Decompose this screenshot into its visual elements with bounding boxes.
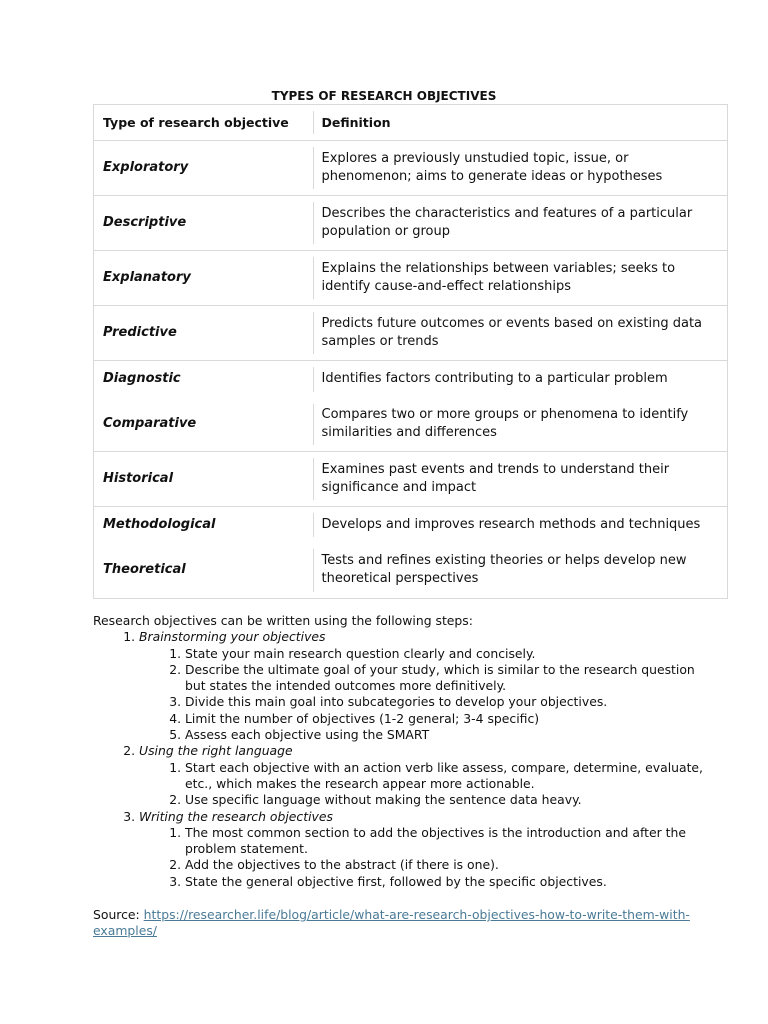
- list-item: 2. Describe the ultimate goal of your study, which is similar to the research question but states the intended outcomes more definitively.: [185, 662, 713, 695]
- objective-type: Descriptive: [94, 196, 313, 251]
- header-type: Type of research objective: [94, 105, 313, 141]
- table-row: [94, 543, 728, 599]
- list-item: 1. The most common section to add the objectives is the introduction and after the problem statement.: [185, 825, 713, 858]
- list-item: 3. Divide this main goal into subcategories to develop your objectives.: [185, 694, 713, 710]
- list-item: 2. Add the objectives to the abstract (if there is one).: [185, 857, 713, 873]
- objective-definition: Compares two or more groups or phenomena to identify similarities and differences: [313, 398, 728, 452]
- list-item: [139, 743, 713, 808]
- objective-definition: Examines past events and trends to understand their significance and impact: [313, 452, 728, 507]
- list-item: 2. Use specific language without making the sentence data heavy.: [185, 792, 713, 808]
- page-title: TYPES OF RESEARCH OBJECTIVES: [271, 89, 497, 103]
- source-label: Source:: [93, 907, 144, 922]
- list-item: 1. Start each objective with an action verb like assess, compare, determine, evaluate, etc., which makes the research appear more actionable.: [185, 760, 713, 793]
- objective-type: Predictive: [94, 306, 313, 361]
- list-item: [139, 809, 713, 890]
- objective-type: Exploratory: [94, 141, 313, 196]
- list-item: 1. State your main research question clearly and concisely.: [185, 646, 713, 662]
- table-row: [94, 507, 728, 543]
- table-header-row: [94, 105, 728, 141]
- objective-definition: Identifies factors contributing to a particular problem: [313, 361, 728, 398]
- substeps-list: [139, 646, 713, 744]
- research-objectives-table: [93, 104, 728, 599]
- table-row: [94, 361, 728, 398]
- objective-type: Comparative: [94, 398, 313, 452]
- list-item: [139, 629, 713, 743]
- objective-definition: Develops and improves research methods and techniques: [313, 507, 728, 543]
- step-title: Using the right language: [139, 743, 293, 759]
- objective-definition: Tests and refines existing theories or helps develop new theoretical perspectives: [313, 543, 728, 599]
- header-definition: Definition: [313, 105, 728, 141]
- table-row: [94, 196, 728, 251]
- substeps-list: [139, 825, 713, 890]
- list-item: 3. State the general objective first, followed by the specific objectives.: [185, 874, 713, 890]
- substeps-list: [139, 760, 713, 809]
- source-link[interactable]: https://researcher.life/blog/article/what-are-research-objectives-how-to-write-them-with-examples/: [93, 907, 690, 939]
- source-citation: [93, 907, 693, 940]
- table-row: [94, 398, 728, 452]
- table-row: [94, 141, 728, 196]
- steps-intro: Research objectives can be written using the following steps:: [93, 613, 473, 628]
- step-title: Writing the research objectives: [139, 808, 333, 824]
- objective-definition: Explains the relationships between variables; seeks to identify cause-and-effect relationships: [313, 251, 728, 306]
- steps-list: [93, 629, 713, 890]
- objective-type: Historical: [94, 452, 313, 507]
- table-row: [94, 306, 728, 361]
- objective-definition: Predicts future outcomes or events based on existing data samples or trends: [313, 306, 728, 361]
- objective-type: Explanatory: [94, 251, 313, 306]
- objective-type: Diagnostic: [94, 361, 313, 398]
- objective-type: Methodological: [94, 507, 313, 543]
- table-row: [94, 251, 728, 306]
- objective-definition: Explores a previously unstudied topic, issue, or phenomenon; aims to generate ideas or hypotheses: [313, 141, 728, 196]
- writing-steps: [93, 613, 713, 890]
- objective-definition: Describes the characteristics and features of a particular population or group: [313, 196, 728, 251]
- objective-type: Theoretical: [94, 543, 313, 599]
- table-row: [94, 452, 728, 507]
- list-item: 4. Limit the number of objectives (1-2 general; 3-4 specific): [185, 711, 713, 727]
- list-item: 5. Assess each objective using the SMART: [185, 727, 713, 743]
- step-title: Brainstorming your objectives: [139, 629, 326, 645]
